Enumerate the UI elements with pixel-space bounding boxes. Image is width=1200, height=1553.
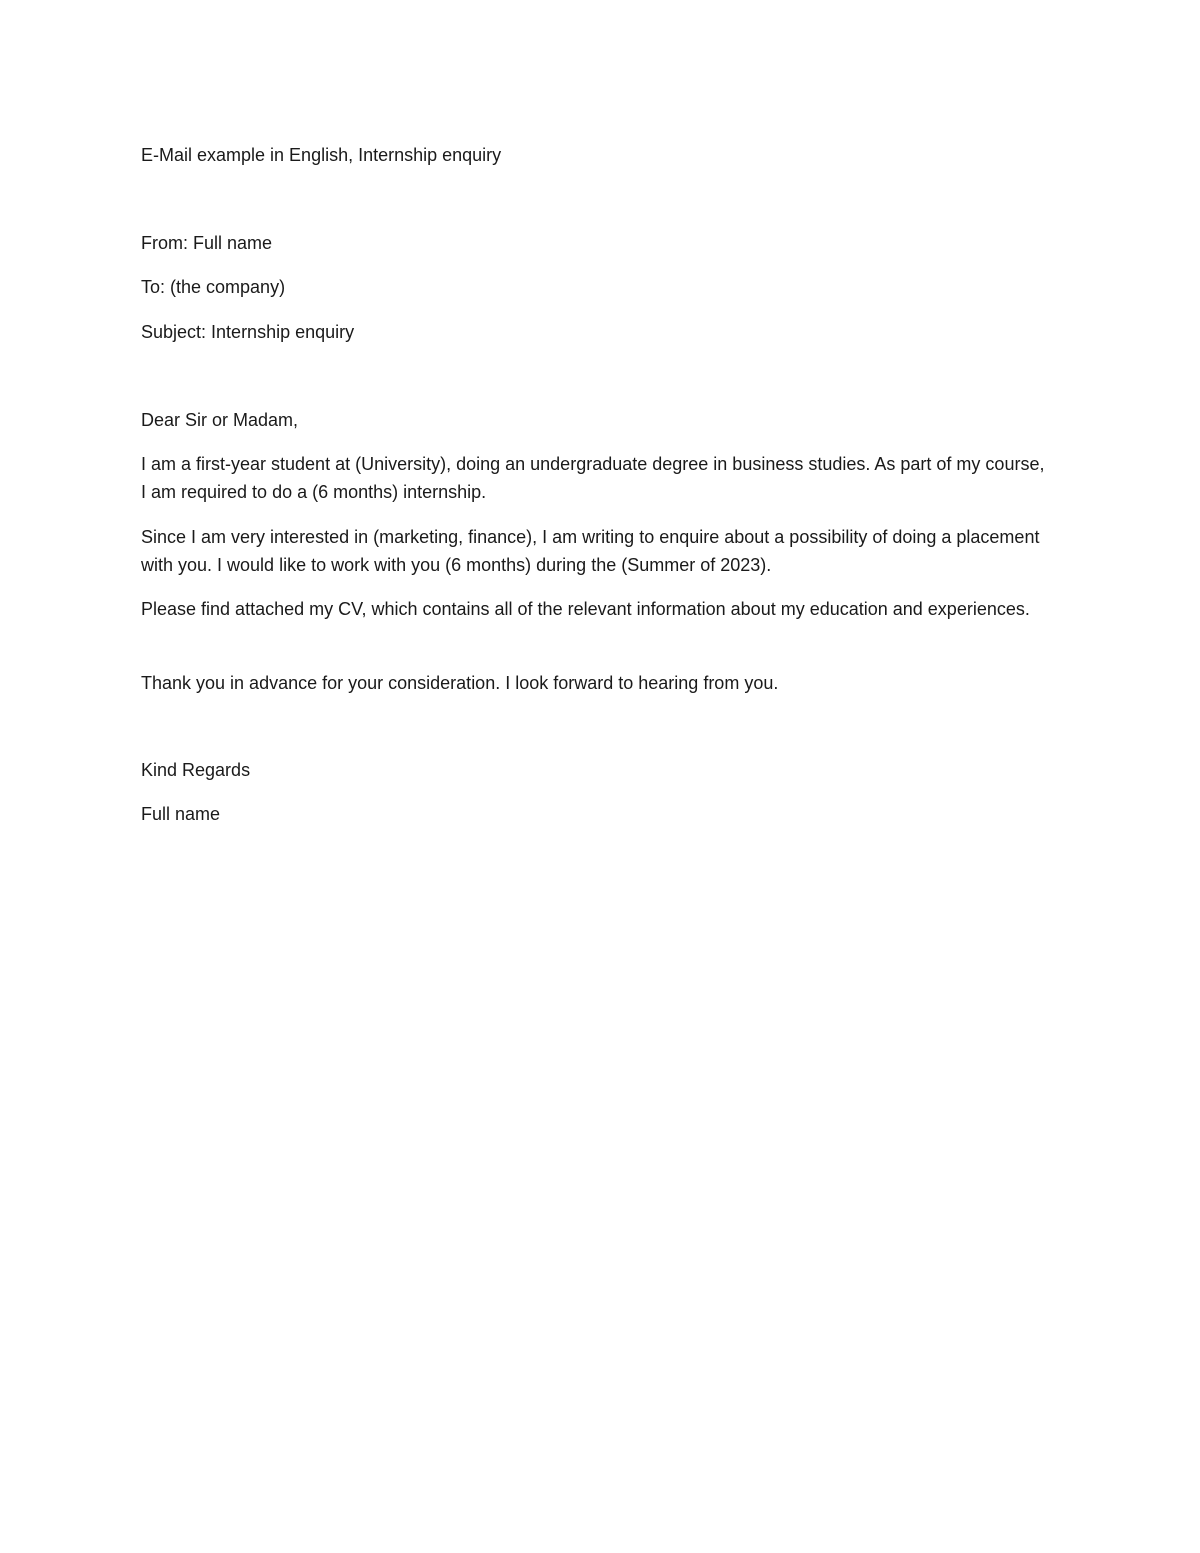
to-line: To: (the company) [141,277,286,297]
from-line: From: Full name [141,233,273,253]
document-title: E-Mail example in English, Internship enquiry [141,145,502,165]
body-paragraph-3: Please find attached my CV, which contains all of the relevant information about my education and experiences. [141,599,1030,619]
signature: Full name [141,804,221,824]
salutation: Dear Sir or Madam, [141,410,299,430]
body-paragraph-4: Thank you in advance for your consideration. I look forward to hearing from you. [141,673,779,693]
subject-line: Subject: Internship enquiry [141,322,355,342]
closing: Kind Regards [141,760,251,780]
body-paragraph-2: Since I am very interested in (marketing, finance), I am writing to enquire about a possibility of doing a placement with you. I would like to work with you (6 months) during the (Summer of 2023). [141,527,1040,575]
body-paragraph-1: I am a first-year student at (University), doing an undergraduate degree in business studies. As part of my course, I am required to do a (6 months) internship. [141,454,1045,502]
